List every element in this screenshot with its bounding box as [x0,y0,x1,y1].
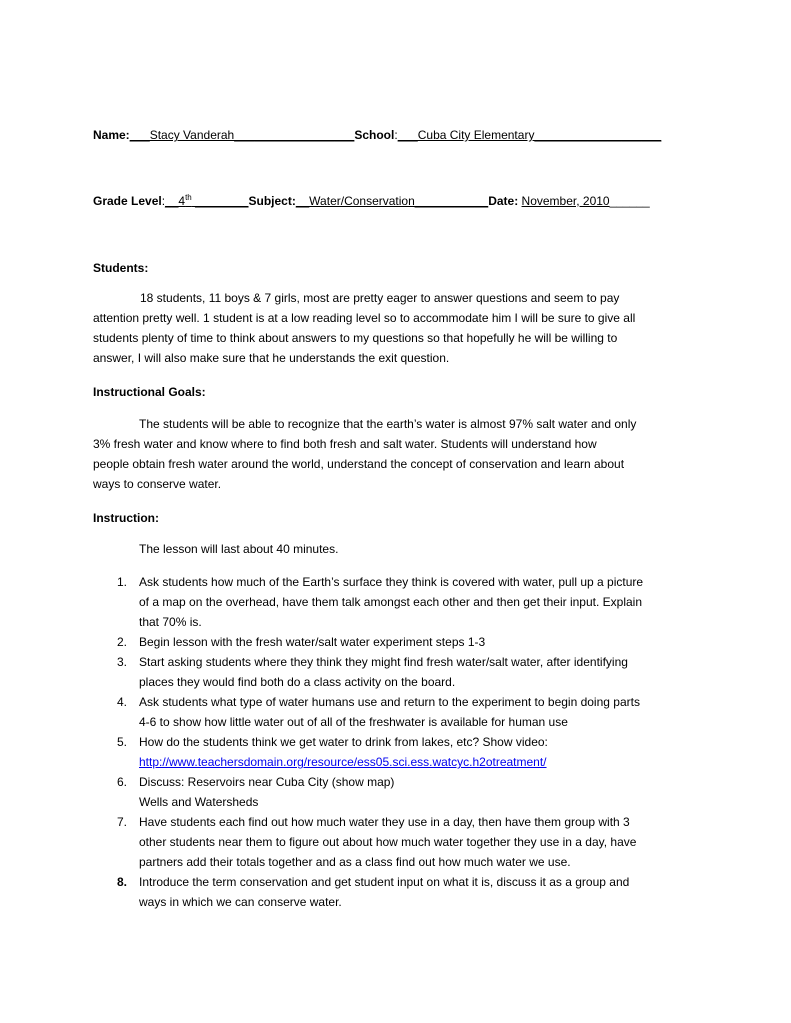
instruction-intro: The lesson will last about 40 minutes. [139,542,339,556]
subject-value: __Water/Conservation___________ [295,194,489,208]
goals-paragraph [93,414,705,494]
grade-superscript: th [185,193,192,202]
item-number: 8. [117,875,128,889]
list-item: 1. Ask students how much of the Earth’s surface they think is covered with water, pull up a picture of a map on the overhead, have them talk amongst each other and then get their input. Explain that 70% is. [93,572,705,632]
students-line: students plenty of time to think about answers to my questions so that hopefully he will be willing to [93,331,618,345]
item-number: 6. [117,775,128,789]
goals-heading: Instructional Goals: [93,385,206,399]
item-number: 1. [117,575,128,589]
school-value: ___Cuba City Elementary___________________ [397,128,662,142]
item-number: 4. [117,695,128,709]
name-school-row [93,128,661,142]
students-line: attention pretty well. 1 student is at a low reading level so to accommodate him I will be sure to give all [93,311,636,325]
students-heading: Students: [93,261,149,275]
list-item: 3. Start asking students where they think they might find fresh water/salt water, after identifying places they would find both do a class activity on the board. [93,652,705,692]
list-item: 7. Have students each find out how much water they use in a day, then have them group with 3 other students near them to figure out about how much water together they use in a day, have partners add their totals together and as a class find out how much water we use. [93,812,705,872]
item-number: 2. [117,635,128,649]
list-item: 6. Discuss: Reservoirs near Cuba City (show map) Wells and Watersheds [93,772,705,812]
instruction-steps-list [93,572,705,912]
goals-line: ways to conserve water. [93,477,222,491]
name-label: Name: [93,128,130,142]
goals-line: people obtain fresh water around the world, understand the concept of conservation and learn about [93,457,625,471]
item-number: 5. [117,735,128,749]
video-link[interactable]: http://www.teachersdomain.org/resource/ess05.sci.ess.watcyc.h2otreatment/ [139,755,547,769]
name-value: ___Stacy Vanderah__________________ [129,128,355,142]
grade-subject-date-row [93,194,650,208]
students-paragraph [93,288,705,368]
grade-value: __4th ________ [165,193,249,208]
school-colon: : [394,128,398,142]
goals-line: The students will be able to recognize that the earth’s water is almost 97% salt water and only [139,417,637,431]
item-number: 7. [117,815,128,829]
date-value: November, 2010 [521,194,610,208]
list-item: 4. Ask students what type of water humans use and return to the experiment to begin doing parts 4-6 to show how little water out of all of the freshwater is available for human use [93,692,705,732]
school-label: School [354,128,395,142]
grade-label: Grade Level [93,194,162,208]
item-number: 3. [117,655,128,669]
instruction-heading: Instruction: [93,511,159,525]
list-item: 5. How do the students think we get water to drink from lakes, etc? Show video: http://www.teachersdomain.org/resource/ess05.sci.ess.watcyc.h2otreatment/ [93,732,705,772]
subject-label: Subject: [248,194,296,208]
grade-colon: : [161,194,166,208]
date-label: Date: [488,194,519,208]
students-line: 18 students, 11 boys & 7 girls, most are pretty eager to answer questions and seem to pay [140,291,620,305]
list-item: 8. Introduce the term conservation and get student input on what it is, discuss it as a group and ways in which we can conserve water. [93,872,705,912]
date-tail: ______ [609,194,650,208]
goals-line: 3% fresh water and know where to find both fresh and salt water. Students will understand how [93,437,597,451]
list-item: 2. Begin lesson with the fresh water/salt water experiment steps 1-3 [93,632,705,652]
students-line: answer, I will also make sure that he understands the exit question. [93,351,450,365]
